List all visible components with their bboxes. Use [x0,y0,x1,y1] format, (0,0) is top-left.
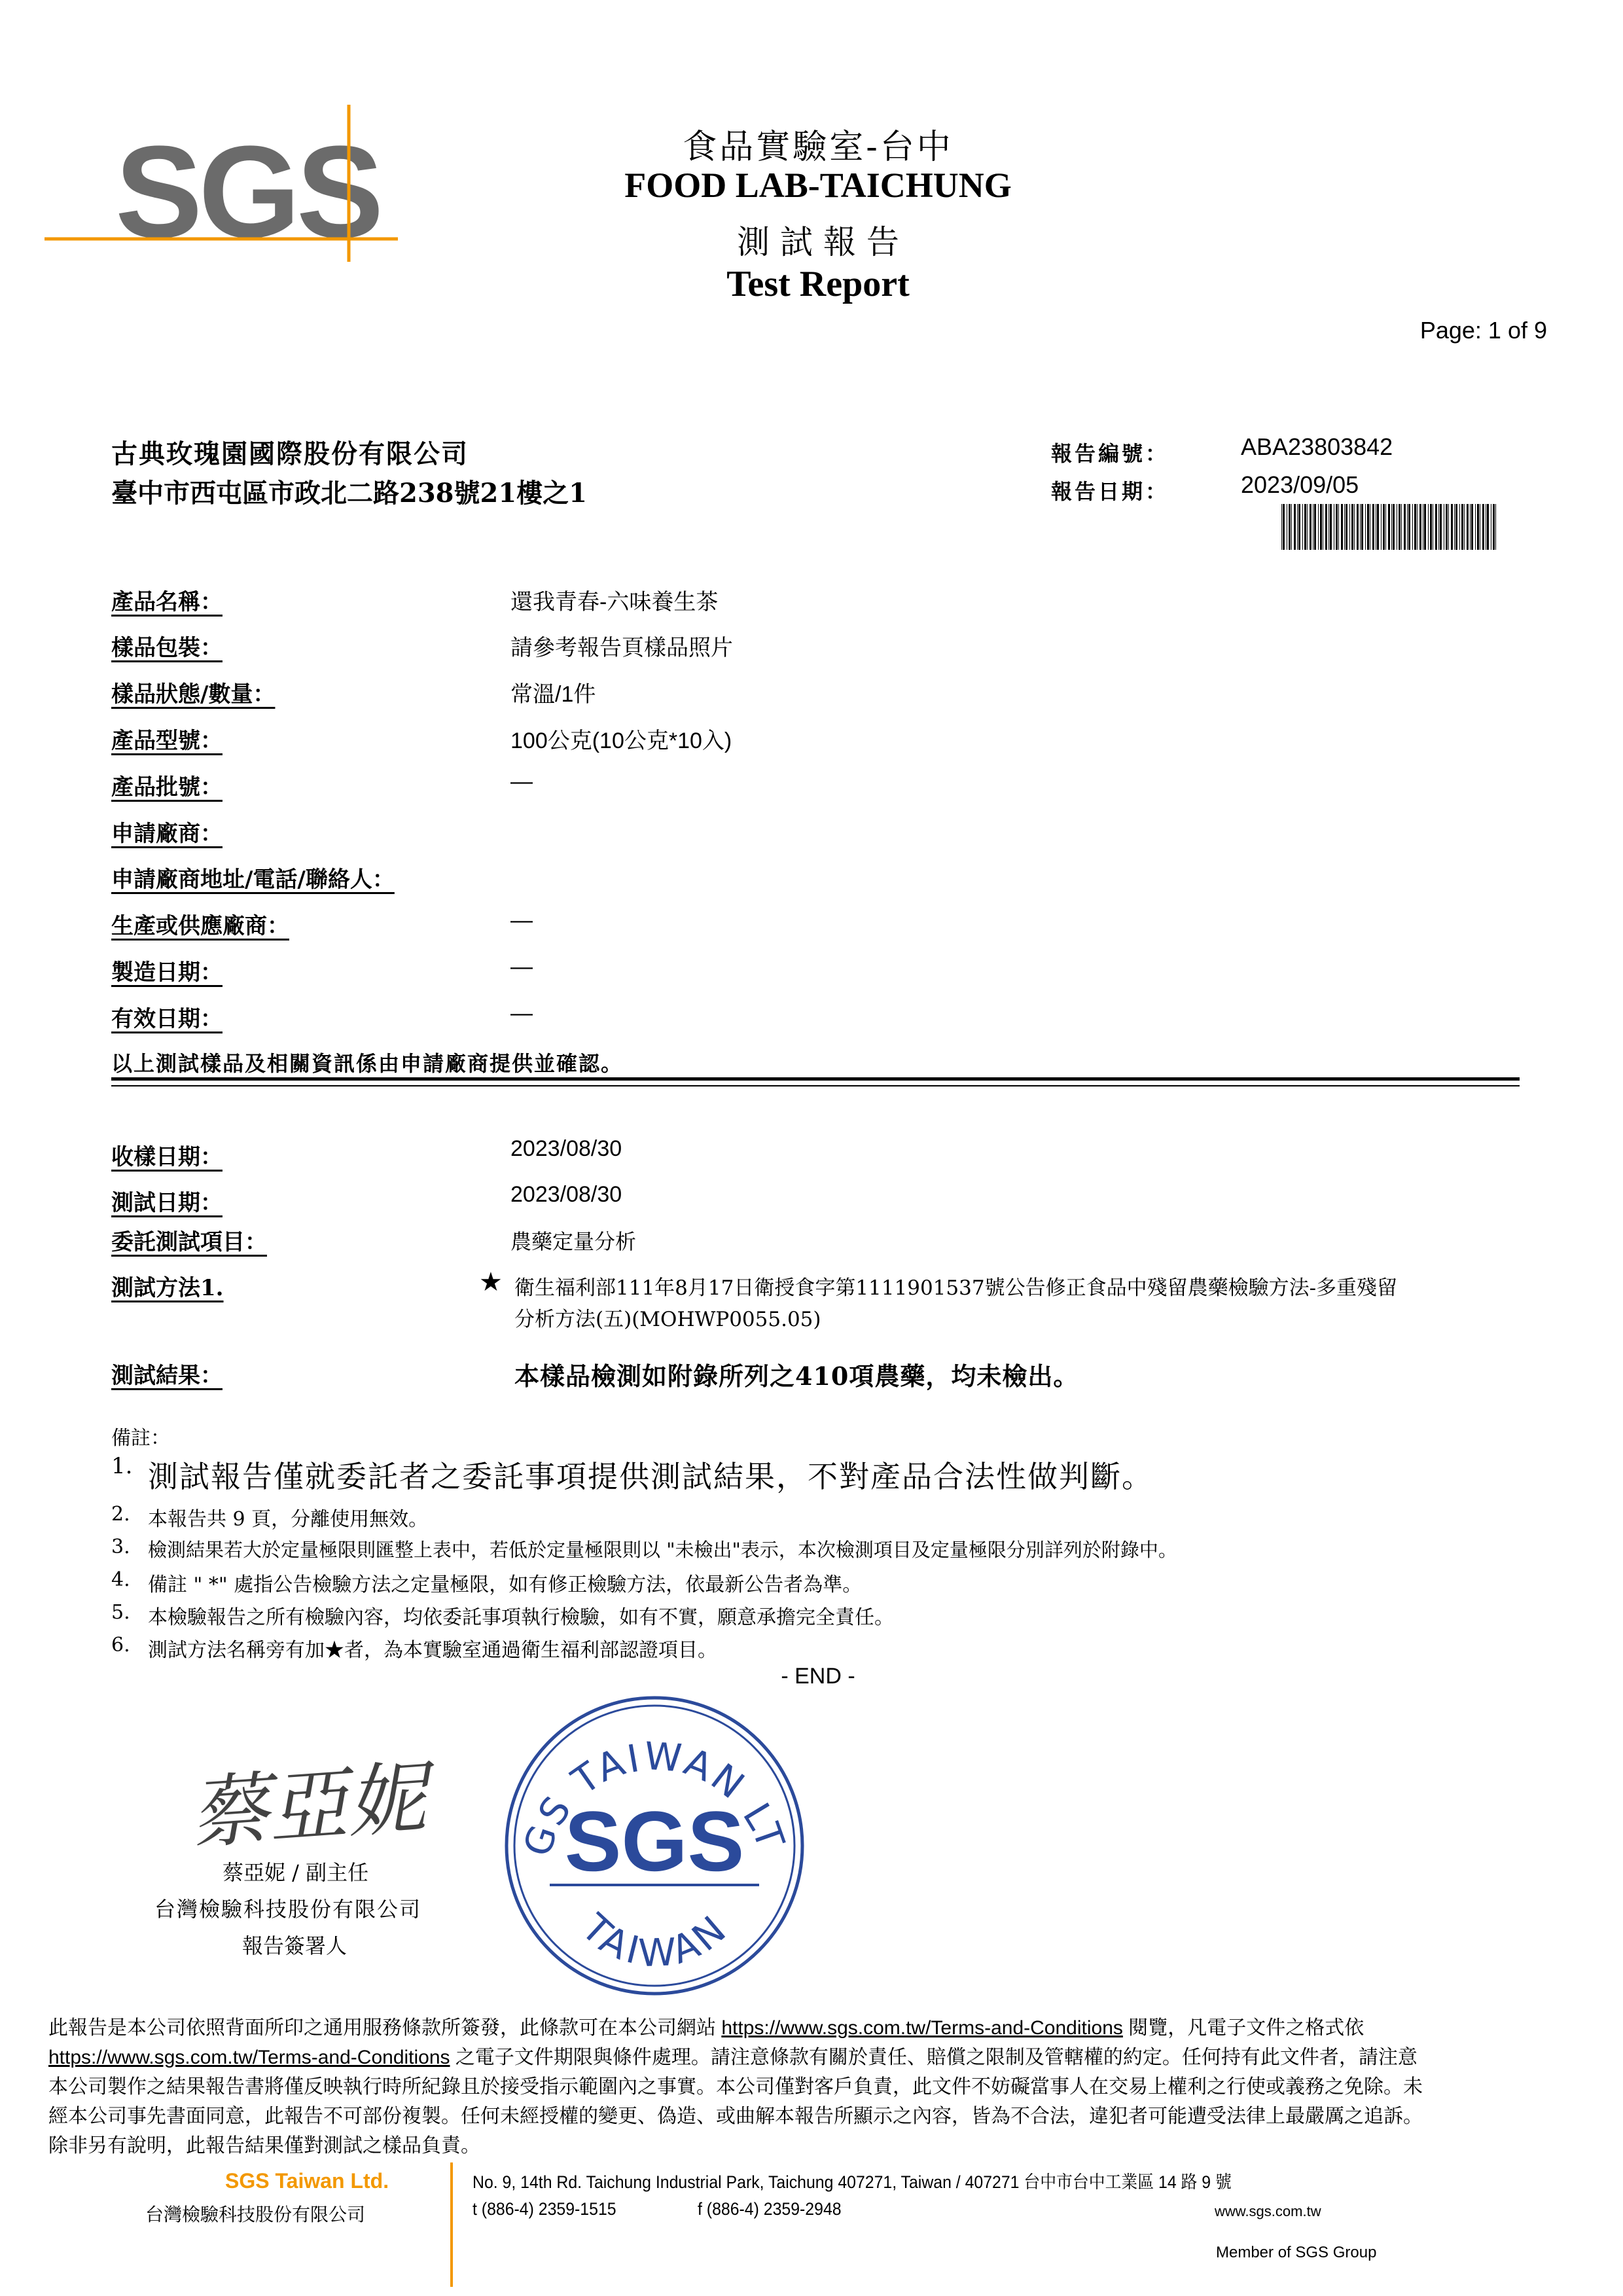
barcode-bar [1377,504,1379,550]
barcode-bar [1393,504,1395,550]
test-item-label: 委託測試項目： [111,1229,267,1255]
barcode-bar [1372,504,1374,550]
barcode-bar [1404,504,1406,550]
barcode-bar [1344,504,1345,550]
barcode-bar [1493,504,1495,550]
barcode-bar [1471,504,1473,550]
method-label: 測試方法1. [111,1275,224,1301]
field-label: 有效日期： [111,1006,223,1032]
field-value: — [510,1001,533,1026]
barcode-bar [1314,504,1316,550]
barcode-bar [1467,504,1469,550]
legal-text: 之電子文件期限與條件處理。請注意條款有關於責任、賠償之限制及管轄權的約定。任何持有此文件者，請注意 [455,2047,1418,2068]
barcode-bar [1451,504,1453,550]
barcode-bar [1298,504,1300,550]
report-date: 2023/09/05 [1241,471,1359,498]
barcode-bar [1455,504,1457,550]
barcode-bar [1330,504,1332,550]
barcode-bar [1487,504,1489,550]
legal-text: 閱覽，凡電子文件之格式依 [1128,2017,1364,2039]
legal-text: 經本公司事先書面同意，此報告不可部份複製。任何未經授權的變更、偽造、或曲解本報告所顯示之內容，皆為不合法，違犯者可能遭受法律上最嚴厲之追訴。 [48,2106,1423,2127]
barcode-bar [1419,504,1421,550]
barcode-bar [1361,504,1363,550]
sgs-logo [45,98,398,268]
legal-text: 此報告是本公司依照背面所印之通用服務條款所簽發，此條款可在本公司網站 [48,2017,716,2039]
remark-number: 2. [111,1503,130,1526]
field-value: — [510,908,533,933]
field-label: 產品名稱： [111,589,223,615]
legal-text: 本公司製作之結果報告書將僅反映執行時所紀錄且於接受指示範圍內之事實。本公司僅對客戶負責，此文件不妨礙當事人在交易上權利之行使或義務之免除。未 [48,2076,1423,2098]
sgs-taiwan-seal [497,1689,812,2003]
barcode-bar [1408,504,1410,550]
remark-number: 4. [111,1568,130,1591]
barcode-bar [1388,504,1390,550]
seal-center-text: SGS [564,1793,745,1889]
barcode-bar [1354,504,1355,550]
report-title-en: Test Report [726,264,910,304]
barcode-bar [1461,504,1463,550]
seal-top-text: GS TAIWAN LT [514,1733,794,1862]
barcode-bar [1482,504,1484,550]
barcode-bar [1367,504,1369,550]
section-divider-thin [111,1085,1520,1086]
footer-tel: t (886-4) 2359-1515 [473,2199,616,2219]
field-label: 製造日期： [111,960,223,986]
barcode-bar [1475,504,1476,550]
barcode-bar [1430,504,1432,550]
page-number: Page: 1 of 9 [1419,317,1547,344]
footer-website[interactable]: www.sgs.com.tw [1215,2203,1321,2219]
terms-link[interactable]: https://www.sgs.com.tw/Terms-and-Conditions [48,2047,450,2068]
barcode-bar [1417,504,1418,550]
field-label: 產品型號： [111,728,223,754]
remark-number: 6. [111,1634,130,1657]
barcode-bar [1440,504,1442,550]
barcode [1281,504,1501,550]
remark-text: 備註 " *" 處指公告檢驗方法之定量極限，如有修正檢驗方法，依最新公告者為準。 [148,1573,863,1596]
test-item: 農藥定量分析 [510,1229,637,1254]
footer-divider [450,2162,453,2287]
barcode-bar [1464,504,1465,550]
field-label: 申請廠商： [111,821,223,847]
seal-bottom-text: TAIWAN [573,1905,738,1976]
barcode-bar [1448,504,1449,550]
accredited-star-icon: ★ [479,1268,503,1297]
barcode-bar [1401,504,1402,550]
barcode-bar [1383,504,1385,550]
barcode-bar [1360,504,1361,550]
confirm-text: 以上測試樣品及相關資訊係由申請廠商提供並確認。 [111,1051,624,1076]
footer-member: Member of SGS Group [1216,2244,1377,2261]
end-marker: - END - [781,1664,855,1689]
field-label: 樣品包裝： [111,635,223,661]
remark-number: 3. [111,1535,130,1558]
barcode-bar [1307,504,1308,550]
barcode-bar [1407,504,1408,550]
barcode-bar [1281,504,1282,550]
remark-text: 本檢驗報告之所有檢驗內容，均依委託事項執行檢驗，如有不實，願意承擔完全責任。 [148,1606,894,1629]
footer-company-en: SGS Taiwan Ltd. [225,2169,389,2193]
field-value: 請參考報告頁樣品照片 [510,636,733,660]
footer-fax: f (886-4) 2359-2948 [698,2199,842,2219]
barcode-bar [1391,504,1392,550]
barcode-bar [1302,504,1303,550]
barcode-bar [1341,504,1343,550]
barcode-bar [1381,504,1382,550]
barcode-bar [1495,504,1496,550]
signature-glyphs: 蔡亞妮 [187,1753,429,1859]
barcode-bar [1318,504,1319,550]
method-line-2: 分析方法(五)(MOHWP0055.05) [514,1308,821,1331]
method-line-1: 衛生福利部111年8月17日衛授食字第1111901537號公告修正食品中殘留農藥檢驗方法-多重殘留 [514,1276,1398,1300]
barcode-bar [1336,504,1338,550]
barcode-bar [1412,504,1413,550]
barcode-bar [1357,504,1359,550]
remark-number: 1. [111,1453,133,1479]
barcode-bar [1346,504,1347,550]
signatory-name-title: 蔡亞妮 / 副主任 [223,1860,369,1885]
field-label: 樣品狀態/數量： [111,681,276,708]
barcode-bar [1304,504,1306,550]
barcode-bar [1438,504,1439,550]
barcode-bar [1414,504,1416,550]
field-value: 還我青春-六味養生茶 [510,590,719,615]
remark-text: 測試方法名稱旁有加★者，為本實驗室通過衛生福利部認證項目。 [148,1639,717,1662]
barcode-bar [1349,504,1350,550]
logo-text: SGS [115,119,380,265]
footer-address: No. 9, 14th Rd. Taichung Industrial Park, Taichung 407271, Taiwan / 407271 台中市台中工業區 14 路 9 號 [473,2172,1232,2192]
barcode-bar [1435,504,1437,550]
field-value: — [510,769,533,794]
barcode-bar [1399,504,1400,550]
field-label: 申請廠商地址/電話/聯絡人： [111,867,395,893]
remark-text: 本報告共 9 頁，分離使用無效。 [148,1508,429,1531]
report-title-cn: 測 試 報 告 [737,223,899,261]
result-label: 測試結果： [111,1363,223,1389]
test-date: 2023/08/30 [510,1182,622,1207]
barcode-bar [1428,504,1429,550]
barcode-bar [1338,504,1339,550]
report-number-label: 報告編號： [1051,441,1169,466]
footer-company-cn: 台灣檢驗科技股份有限公司 [145,2204,366,2225]
barcode-bar [1365,504,1366,550]
terms-link[interactable]: https://www.sgs.com.tw/Terms-and-Conditions [721,2017,1123,2039]
legal-text: 除非另有說明，此報告結果僅對測試之樣品負責。 [48,2135,480,2157]
field-label: 生產或供應廠商： [111,913,289,939]
field-value: — [510,954,533,979]
report-date-label: 報告日期： [1051,479,1169,504]
barcode-bar [1291,504,1292,550]
barcode-bar [1459,504,1460,550]
barcode-bar [1470,504,1471,550]
barcode-bar [1454,504,1455,550]
barcode-bar [1325,504,1327,550]
barcode-bar [1297,504,1298,550]
received-date-label: 收樣日期： [111,1144,223,1170]
received-date: 2023/08/30 [510,1136,622,1161]
test-date-label: 測試日期： [111,1190,223,1216]
remarks-title: 備註： [111,1427,170,1450]
lab-name-en: FOOD LAB-TAICHUNG [624,166,1012,205]
signatory-role: 報告簽署人 [242,1933,348,1958]
field-value: 100公克(10公克*10入) [510,728,732,753]
barcode-bar [1385,504,1386,550]
remark-text: 檢測結果若大於定量極限則匯整上表中，若低於定量極限則以 "未檢出"表示，本次檢測項目及定量極限分別詳列於附錄中。 [148,1539,1177,1561]
remark-number: 5. [111,1601,130,1624]
barcode-bar [1446,504,1448,550]
legal-disclaimer [48,2013,1580,2161]
barcode-bar [1310,504,1311,550]
barcode-bar [1424,504,1426,550]
section-divider [111,1077,1520,1081]
barcode-bar [1289,504,1291,550]
report-number: ABA23803842 [1241,433,1393,460]
barcode-bar [1320,504,1322,550]
signatory-company: 台灣檢驗科技股份有限公司 [154,1897,422,1922]
barcode-bar [1294,504,1296,550]
field-label: 產品批號： [111,774,223,800]
handwritten-signature [183,1741,445,1859]
barcode-bar [1351,504,1353,550]
lab-name-cn: 食品實驗室-台中 [683,128,954,167]
client-name: 古典玫瑰園國際股份有限公司 [111,439,469,469]
remark-text-emphasis: 測試報告僅就委託者之委託事項提供測試結果，不對產品合法性做判斷。 [148,1459,1153,1494]
barcode-bar [1477,504,1479,550]
result-value: 本樣品檢測如附錄所列之410項農藥，均未檢出。 [514,1361,1079,1391]
svg-text:TAIWAN [573,1905,737,1975]
client-address: 臺中市西屯區市政北二路238號21樓之1 [111,478,587,509]
barcode-bar [1283,504,1285,550]
field-value: 常溫/1件 [510,682,596,707]
